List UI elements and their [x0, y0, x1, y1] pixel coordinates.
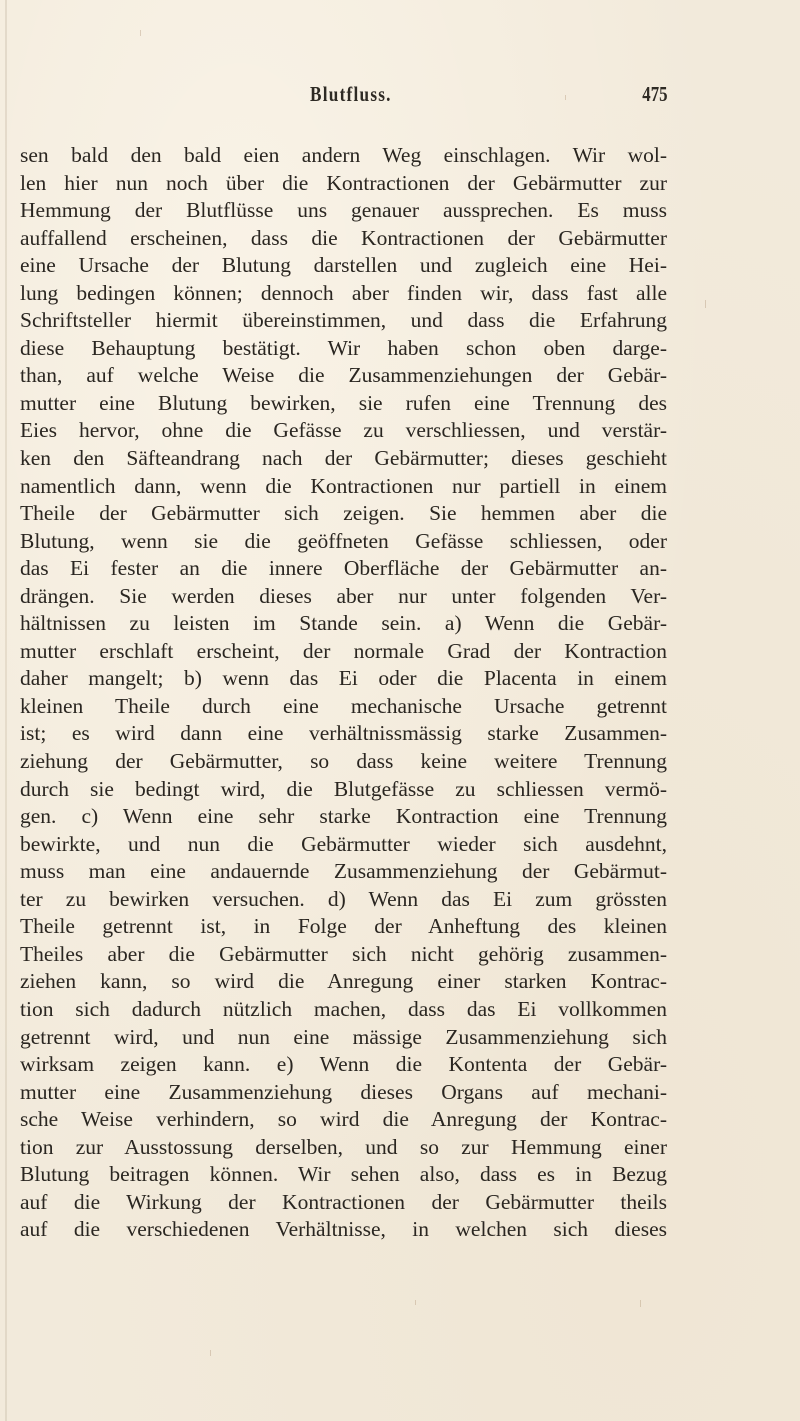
text-line: ziehung der Gebärmutter, so dass keine weitere Trennung [20, 749, 667, 774]
paper-speck [140, 30, 141, 36]
text-line: tion zur Ausstossung derselben, und so zur Hemmung einer [20, 1134, 667, 1159]
text-line: ken den Säfteandrang nach der Gebärmutter; dieses geschieht [20, 446, 667, 471]
body-text [20, 142, 667, 1244]
text-line: Theile getrennt ist, in Folge der Anheftung des kleinen [20, 914, 667, 939]
text-line: bewirkte, und nun die Gebärmutter wieder sich ausdehnt, [20, 831, 667, 856]
text-line: mutter erschlaft erscheint, der normale Grad der Kontraction [20, 638, 667, 663]
text-line: ter zu bewirken versuchen. d) Wenn das Ei zum grössten [20, 886, 667, 911]
text-line: ziehen kann, so wird die Anregung einer starken Kontrac- [20, 969, 667, 994]
paper-speck [705, 300, 706, 308]
text-line: Hemmung der Blutflüsse uns genauer aussprechen. Es muss [20, 198, 667, 223]
text-line: Blutung beitragen können. Wir sehen also, dass es in Bezug [20, 1162, 667, 1187]
text-line: Schriftsteller hiermit übereinstimmen, und dass die Erfahrung [20, 308, 667, 333]
text-line: auf die verschiedenen Verhältnisse, in welchen sich dieses [20, 1217, 667, 1242]
text-line: Eies hervor, ohne die Gefässe zu verschliessen, und verstär- [20, 418, 667, 443]
text-line: diese Behauptung bestätigt. Wir haben schon oben darge- [20, 335, 667, 360]
text-line: sen bald den bald eien andern Weg einschlagen. Wir wol- [20, 143, 667, 167]
text-line: Blutung, wenn sie die geöffneten Gefässe schliessen, oder [20, 528, 667, 553]
text-line: auffallend erscheinen, dass die Kontractionen der Gebärmutter [20, 225, 667, 250]
paper-speck [210, 1350, 211, 1356]
text-line: Theiles aber die Gebärmutter sich nicht gehörig zusammen- [20, 941, 667, 966]
text-line: gen. c) Wenn eine sehr starke Kontraction eine Trennung [20, 804, 667, 829]
text-line: eine Ursache der Blutung darstellen und zugleich eine Hei- [20, 253, 667, 278]
page-number: 475 [641, 82, 667, 106]
paper-speck [415, 1300, 416, 1305]
text-line: lung bedingen können; dennoch aber finden wir, dass fast alle [20, 280, 667, 305]
text-line: tion sich dadurch nützlich machen, dass das Ei vollkommen [20, 996, 667, 1021]
text-line: hältnissen zu leisten im Stande sein. a) Wenn die Gebär- [20, 611, 667, 636]
text-line: das Ei fester an die innere Oberfläche der Gebärmutter an- [20, 556, 667, 581]
text-line: namentlich dann, wenn die Kontractionen nur partiell in einem [20, 473, 667, 498]
text-line: ist; es wird dann eine verhältnissmässig starke Zusammen- [20, 721, 667, 746]
page-gutter-edge [5, 0, 7, 1421]
text-line: Theile der Gebärmutter sich zeigen. Sie hemmen aber die [20, 501, 667, 526]
text-line: getrennt wird, und nun eine mässige Zusammenziehung sich [20, 1024, 667, 1049]
text-line: durch sie bedingt wird, die Blutgefässe zu schliessen vermö- [20, 776, 667, 801]
text-line: kleinen Theile durch eine mechanische Ursache getrennt [20, 693, 667, 718]
text-line: daher mangelt; b) wenn das Ei oder die Placenta in einem [20, 666, 667, 691]
text-line: mutter eine Blutung bewirken, sie rufen eine Trennung des [20, 390, 667, 415]
text-line: than, auf welche Weise die Zusammenziehungen der Gebär- [20, 363, 667, 388]
paper-speck [640, 1300, 641, 1307]
text-line: wirksam zeigen kann. e) Wenn die Kontenta der Gebär- [20, 1052, 667, 1077]
paper-speck [565, 95, 566, 100]
running-head [20, 82, 667, 112]
text-line: auf die Wirkung der Kontractionen der Gebärmutter theils [20, 1189, 667, 1214]
text-line: len hier nun noch über die Kontractionen der Gebärmutter zur [20, 170, 667, 195]
text-line: sche Weise verhindern, so wird die Anregung der Kontrac- [20, 1107, 667, 1132]
text-line: muss man eine andauernde Zusammenziehung der Gebärmut- [20, 859, 667, 884]
text-line: mutter eine Zusammenziehung dieses Organs auf mechani- [20, 1079, 667, 1104]
running-title: Blutfluss. [310, 82, 392, 106]
text-line: drängen. Sie werden dieses aber nur unter folgenden Ver- [20, 583, 667, 608]
